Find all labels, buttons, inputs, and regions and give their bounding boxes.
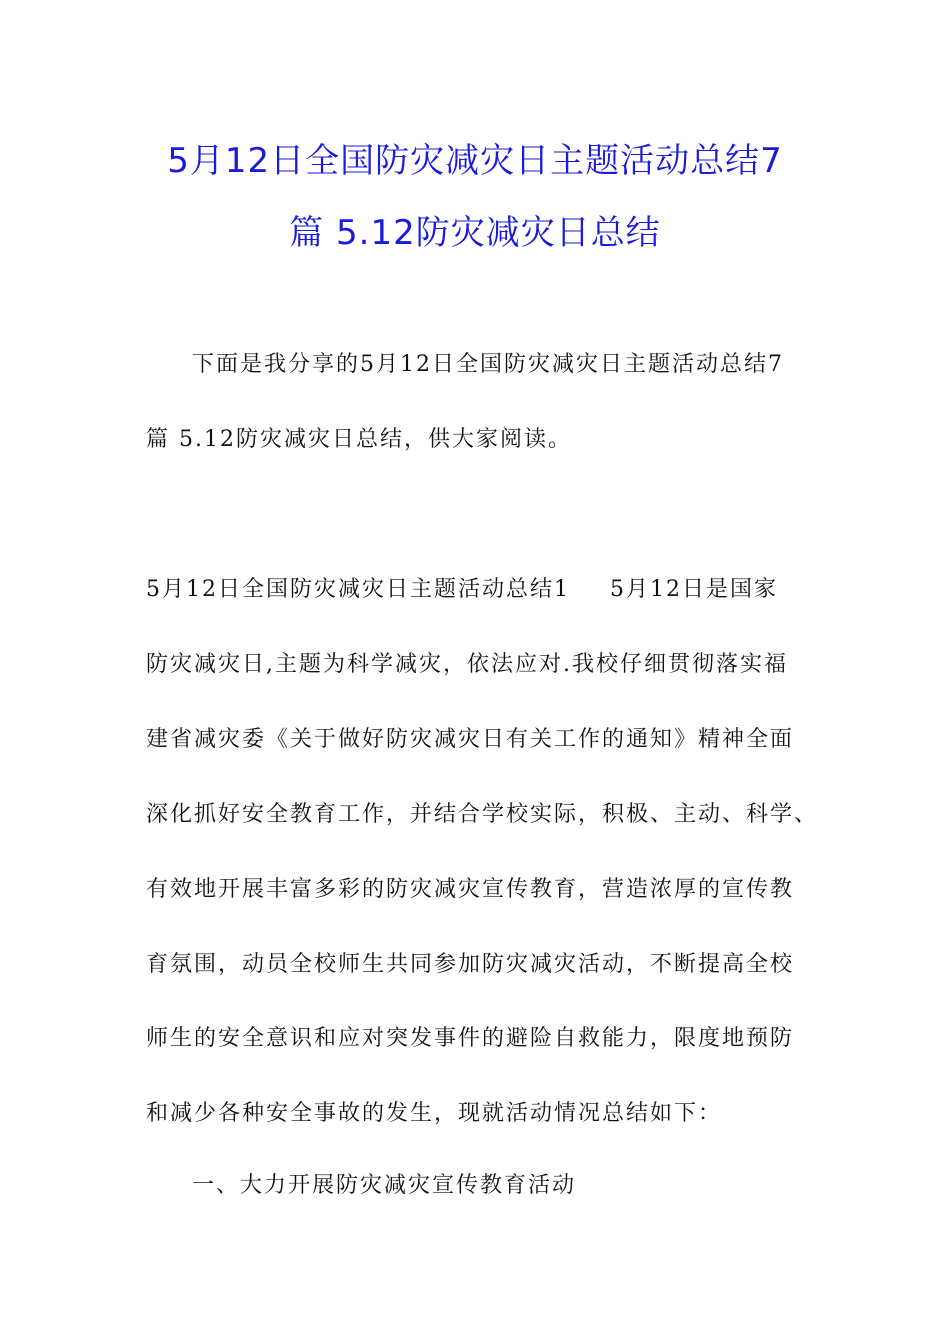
paragraph-line: 深化抓好安全教育工作，并结合学校实际，积极、主动、科学、 [146,802,819,827]
section-first-line-tail: 5月12日是国家 [610,577,778,602]
intro-line-2: 篇 5.12防灾减灾日总结，供大家阅读。 [146,427,572,452]
section-heading-line [146,572,778,603]
document-title-line-2: 篇 5.12防灾减灾日总结 [289,213,661,253]
subsection-heading: 一、大力开展防灾减灾宣传教育活动 [192,1173,577,1198]
document-title-line-1: 5月12日全国防灾减灾日主题活动总结7 [167,141,783,181]
paragraph-line: 师生的安全意识和应对突发事件的避险自救能力，限度地预防 [146,1026,795,1051]
paragraph-line: 建省减灾委《关于做好防灾减灾日有关工作的通知》精神全面 [146,727,795,752]
paragraph-line: 防灾减灾日,主题为科学减灾，依法应对.我校仔细贯彻落实福 [146,652,788,677]
section-heading: 5月12日全国防灾减灾日主题活动总结1 [146,577,570,602]
paragraph-line: 有效地开展丰富多彩的防灾减灾宣传教育，营造浓厚的宣传教 [146,877,795,902]
paragraph-line: 和减少各种安全事故的发生，现就活动情况总结如下： [146,1101,723,1126]
paragraph-line: 育氛围，动员全校师生共同参加防灾减灾活动，不断提高全校 [146,952,795,977]
intro-line-1: 下面是我分享的5月12日全国防灾减灾日主题活动总结7 [192,352,784,377]
